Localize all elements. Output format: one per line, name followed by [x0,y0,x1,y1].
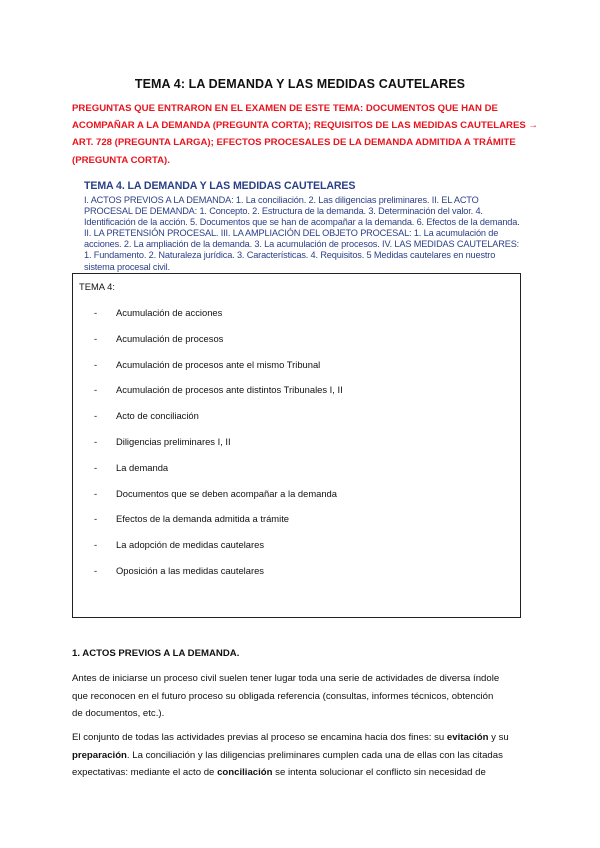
scanned-syllabus-line: acciones. 2. La ampliación de la demanda. 3. La acumulación de procesos. IV. LAS MEDIDAS CAUTELARES: [84,239,520,250]
list-item-label: Oposición a las medidas cautelares [116,564,264,576]
list-item [94,539,343,565]
dash-bullet: - [94,358,98,370]
scanned-syllabus-excerpt [84,180,530,273]
scanned-syllabus-line: II. LA PRETENSIÓN PROCESAL. III. LA AMPLIACIÓN DEL OBJETO PROCESAL: 1. La acumulación de [84,228,499,239]
exam-note-line: (PREGUNTA CORTA). [72,154,170,166]
scanned-syllabus-line: sistema procesal civil. [84,261,170,272]
list-item-label: Documentos que se deben acompañar a la demanda [116,487,337,499]
paragraph-line: Antes de iniciarse un proceso civil suelen tener lugar toda una serie de actividades de diversa índole [72,673,500,684]
list-item-label: La demanda [116,461,169,473]
scanned-syllabus-line: I. ACTOS PREVIOS A LA DEMANDA: 1. La conciliación. 2. Las diligencias preliminares. II. EL ACTO [84,195,479,205]
exam-note-line: PREGUNTAS QUE ENTRARON EN EL EXAMEN DE ESTE TEMA: DOCUMENTOS QUE HAN DE [72,103,498,114]
scanned-syllabus-title: TEMA 4. LA DEMANDA Y LAS MEDIDAS CAUTELARES [84,180,356,192]
exam-note-line: ACOMPAÑAR A LA DEMANDA (PREGUNTA CORTA); REQUISITOS DE LAS MEDIDAS CAUTELARES → [72,120,539,132]
list-item-label: Acumulación de procesos ante distintos Tribunales I, II [116,384,343,396]
list-item-label: Acumulación de acciones [116,307,223,318]
dash-bullet: - [94,539,98,551]
scanned-syllabus-line: PROCESAL DE DEMANDA: 1. Concepto. 2. Estructura de la demanda. 3. Determinación del valor. 4. [84,206,483,217]
paragraph-line: que reconocen en el futuro proceso su obligada referencia (consultas, informes técnicos, obtención [72,690,494,702]
bold-term-evitacion: evitación [446,732,489,743]
list-item [94,359,343,385]
paragraph-line: de documentos, etc.). [72,708,165,719]
paragraph-line [72,764,528,782]
body-paragraph [72,670,528,723]
dash-bullet: - [94,410,98,422]
dash-bullet: - [94,307,98,318]
list-item [94,410,343,436]
dash-bullet: - [94,435,98,447]
list-item [94,462,343,488]
paragraph-line [72,729,528,747]
dash-bullet: - [94,487,98,499]
list-item [94,513,343,539]
list-item [94,565,343,591]
scanned-syllabus-body [84,195,530,273]
exam-questions-note [72,100,539,169]
list-item-label: Acumulación de procesos ante el mismo Tribunal [116,358,321,370]
topic-index-title: TEMA 4: [79,281,115,292]
list-item-label: Acumulación de procesos [116,332,224,344]
list-item-label: Efectos de la demanda admitida a trámite [116,513,290,525]
text-run: expectativas: mediante el acto de [72,767,218,778]
text-run: y su [488,732,509,743]
list-item-label: La adopción de medidas cautelares [116,539,265,551]
list-item [94,488,343,514]
section-heading: 1. ACTOS PREVIOS A LA DEMANDA. [72,648,240,659]
topic-index-box [72,273,521,618]
text-run: El conjunto de todas las actividades previas al proceso se encamina hacia dos fines: su [72,732,447,743]
page-title: TEMA 4: LA DEMANDA Y LAS MEDIDAS CAUTELARES [134,77,466,91]
list-item [94,333,343,359]
scanned-syllabus-line: 1. Fundamento. 2. Naturaleza jurídica. 3. Características. 4. Requisitos. 5 Medidas cautelares en nuestro [84,250,496,261]
list-item-label: Diligencias preliminares I, II [116,435,231,447]
dash-bullet: - [94,513,98,525]
list-item [94,307,343,333]
list-item [94,384,343,410]
dash-bullet: - [94,461,98,473]
dash-bullet: - [94,564,98,576]
text-run: . La conciliación y las diligencias preliminares cumplen cada una de ellas con las citadas [126,749,503,761]
list-item [94,436,343,462]
paragraph-line [72,747,528,765]
scanned-syllabus-line: Identificación de la acción. 5. Documentos que se han de acompañar a la demanda. 6. Efectos de la demanda. [84,217,520,228]
text-run: se intenta solucionar el conflicto sin necesidad de [272,767,486,778]
dash-bullet: - [94,332,98,344]
bold-term-preparacion: preparación [72,749,127,761]
exam-note-line: ART. 728 (PREGUNTA LARGA); EFECTOS PROCESALES DE LA DEMANDA ADMITIDA A TRÁMITE [72,137,516,149]
bold-term-conciliacion: conciliación [217,767,273,778]
list-item-label: Acto de conciliación [116,410,199,422]
topic-index-list [94,307,343,591]
body-paragraph [72,729,528,782]
dash-bullet: - [94,384,98,396]
